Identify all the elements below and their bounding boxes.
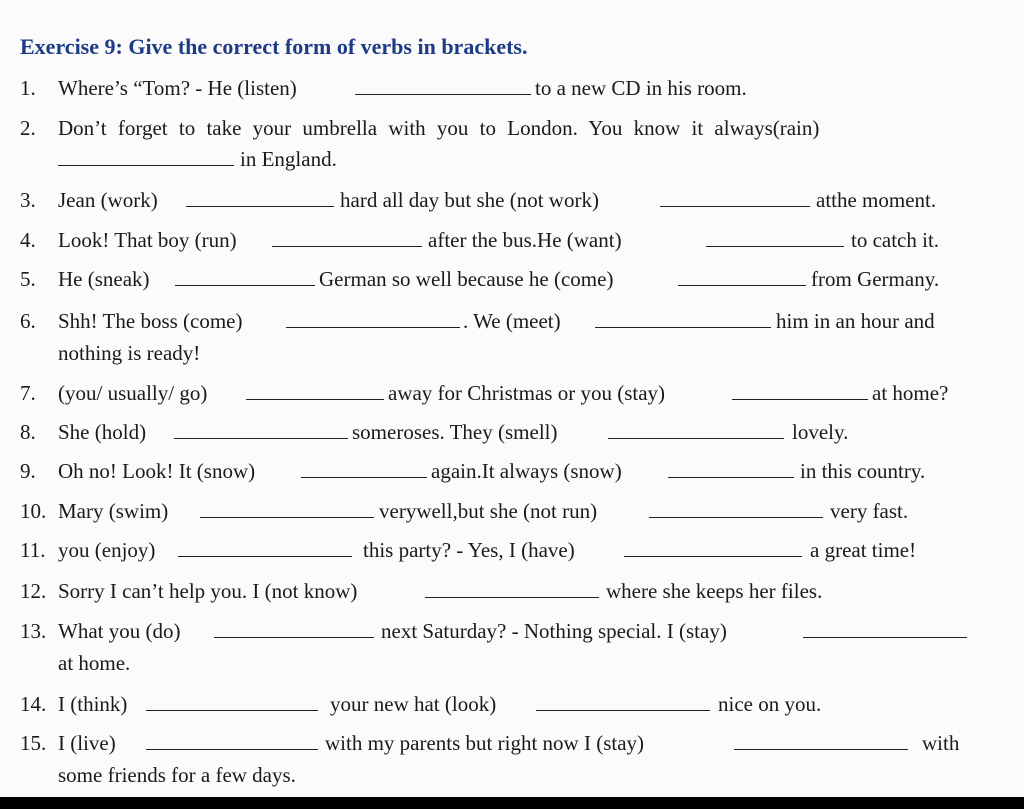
item-text: where she keeps her files. <box>606 579 823 603</box>
answer-blank[interactable] <box>200 517 374 518</box>
answer-blank[interactable] <box>678 285 806 286</box>
item-text: very fast. <box>830 499 909 523</box>
answer-blank[interactable] <box>146 749 318 750</box>
item-number: 12. <box>20 579 47 603</box>
item-number: 15. <box>20 731 47 755</box>
exercise-item-11 <box>20 536 970 564</box>
item-text: some friends for a few days. <box>58 763 296 787</box>
item-number: 8. <box>20 420 36 444</box>
exercise-title: Exercise 9: Give the correct form of verbs in brackets. <box>20 34 528 59</box>
item-text: at home. <box>58 651 131 675</box>
item-text: someroses. They (smell) <box>352 420 558 444</box>
exercise-item-13-continued <box>20 649 970 677</box>
exercise-item-5 <box>20 265 970 293</box>
item-number: 7. <box>20 381 36 405</box>
answer-blank[interactable] <box>214 637 374 638</box>
item-text: atthe moment. <box>816 188 937 212</box>
exercise-item-1 <box>20 74 970 102</box>
item-text: with my parents but right now I (stay) <box>325 731 645 755</box>
exercise-item-2 <box>20 114 970 142</box>
item-text: What you (do) <box>58 619 181 643</box>
item-number: 10. <box>20 499 47 523</box>
exercise-item-14 <box>20 690 970 718</box>
item-text: German so well because he (come) <box>319 267 614 291</box>
item-text: to a new CD in his room. <box>535 76 747 100</box>
answer-blank[interactable] <box>660 206 810 207</box>
exercise-item-6 <box>20 307 970 335</box>
answer-blank[interactable] <box>58 165 234 166</box>
exercise-item-9 <box>20 457 970 485</box>
answer-blank[interactable] <box>175 285 315 286</box>
exercise-item-2-continued <box>20 145 970 173</box>
answer-blank[interactable] <box>668 477 794 478</box>
answer-blank[interactable] <box>624 556 802 557</box>
answer-blank[interactable] <box>732 399 868 400</box>
exercise-item-3 <box>20 186 970 214</box>
answer-blank[interactable] <box>536 710 710 711</box>
exercise-item-15 <box>20 729 970 757</box>
exercise-item-12 <box>20 577 970 605</box>
item-text: in England. <box>240 147 337 171</box>
answer-blank[interactable] <box>608 438 784 439</box>
item-number: 1. <box>20 76 36 100</box>
item-number: 6. <box>20 309 36 333</box>
bottom-edge-bar <box>0 797 1024 809</box>
item-text: lovely. <box>792 420 849 444</box>
exercise-item-6-continued <box>20 339 970 367</box>
item-text: in this country. <box>800 459 926 483</box>
item-text: . We (meet) <box>463 309 561 333</box>
item-number: 11. <box>20 538 46 562</box>
item-number: 9. <box>20 459 36 483</box>
answer-blank[interactable] <box>595 327 771 328</box>
item-text: hard all day but she (not work) <box>340 188 599 212</box>
item-text: Oh no! Look! It (snow) <box>58 459 256 483</box>
answer-blank[interactable] <box>186 206 334 207</box>
exercise-item-13 <box>20 617 970 645</box>
exercise-item-10 <box>20 497 970 525</box>
item-text: after the bus.He (want) <box>428 228 622 252</box>
answer-blank[interactable] <box>178 556 352 557</box>
item-number: 4. <box>20 228 36 252</box>
answer-blank[interactable] <box>246 399 384 400</box>
answer-blank[interactable] <box>649 517 823 518</box>
item-text: him in an hour and <box>776 309 935 333</box>
answer-blank[interactable] <box>355 94 531 95</box>
item-text: Where’s “Tom? - He (listen) <box>58 76 297 100</box>
exercise-item-7 <box>20 379 970 407</box>
item-text: away for Christmas or you (stay) <box>388 381 666 405</box>
item-number: 5. <box>20 267 36 291</box>
exercise-item-15-continued <box>20 761 970 789</box>
item-text: with <box>922 731 960 755</box>
item-text: you (enjoy) <box>58 538 156 562</box>
item-text: from Germany. <box>811 267 940 291</box>
item-number: 13. <box>20 619 47 643</box>
answer-blank[interactable] <box>146 710 318 711</box>
item-text: (you/ usually/ go) <box>58 381 208 405</box>
answer-blank[interactable] <box>803 637 967 638</box>
item-text: at home? <box>872 381 949 405</box>
item-number: 2. <box>20 116 36 140</box>
item-text: I (think) <box>58 692 128 716</box>
answer-blank[interactable] <box>734 749 908 750</box>
item-text: a great time! <box>810 538 917 562</box>
item-text: verywell,but she (not run) <box>379 499 598 523</box>
exercise-item-4 <box>20 226 970 254</box>
item-text: Mary (swim) <box>58 499 169 523</box>
item-text: nice on you. <box>718 692 822 716</box>
item-text: next Saturday? - Nothing special. I (stay) <box>381 619 727 643</box>
answer-blank[interactable] <box>272 246 422 247</box>
item-text: Sorry I can’t help you. I (not know) <box>58 579 358 603</box>
item-text: She (hold) <box>58 420 147 444</box>
item-text: to catch it. <box>851 228 940 252</box>
answer-blank[interactable] <box>174 438 348 439</box>
item-text: He (sneak) <box>58 267 150 291</box>
answer-blank[interactable] <box>706 246 844 247</box>
item-text: nothing is ready! <box>58 341 201 365</box>
answer-blank[interactable] <box>286 327 460 328</box>
answer-blank[interactable] <box>425 597 599 598</box>
item-text: Look! That boy (run) <box>58 228 237 252</box>
item-text: again.It always (snow) <box>431 459 622 483</box>
item-text: Shh! The boss (come) <box>58 309 243 333</box>
item-number: 14. <box>20 692 47 716</box>
answer-blank[interactable] <box>301 477 427 478</box>
item-text: I (live) <box>58 731 116 755</box>
item-text: Don’t forget to take your umbrella with you to London. You know it always(rain) <box>58 116 820 140</box>
item-number: 3. <box>20 188 36 212</box>
item-text: Jean (work) <box>58 188 158 212</box>
item-text: this party? - Yes, I (have) <box>363 538 575 562</box>
item-text: your new hat (look) <box>330 692 497 716</box>
exercise-item-8 <box>20 418 970 446</box>
